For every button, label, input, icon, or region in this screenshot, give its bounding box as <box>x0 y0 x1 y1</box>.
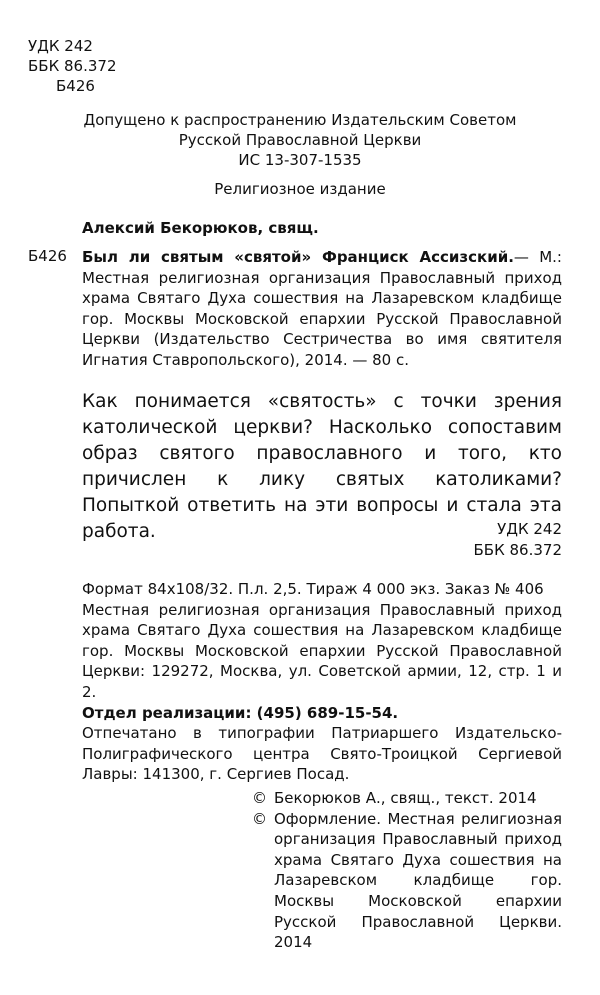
copyright-icon: © <box>252 789 267 807</box>
udk-code-bottom: УДК 242 <box>497 520 562 538</box>
classification-top <box>28 36 116 96</box>
bbk-code-bottom: ББК 86.372 <box>473 541 562 559</box>
imprint-details <box>82 579 562 785</box>
annotation: Как понимается «святость» с точки зрения католической церкви? Насколько сопоставим образ святого православного и того, кто причислен к лику святых католиками? Попыткой ответить на эти вопросы и стала эта работа. <box>82 391 562 542</box>
copyright-design-item <box>252 809 562 953</box>
book-title: Был ли святым «святой» Франциск Ассизский. <box>82 248 514 266</box>
approval-line-1: Допущено к распространению Издательским Советом <box>83 111 517 129</box>
approval-number: ИС 13-307-1535 <box>238 151 362 169</box>
approval-line-2: Русской Православной Церкви <box>178 131 422 149</box>
author-mark: Б426 <box>56 77 95 95</box>
copyright-icon: © <box>252 809 267 828</box>
copyright-design: Оформление. Местная религиозная организация Православный приход храма Святаго Духа сошествия на Лазаревском кладбище гор. Москвы Московской епархии Русской Православной Церкви. 2014 <box>274 809 562 952</box>
approval-block <box>0 110 600 170</box>
copyright-text-item <box>252 788 562 809</box>
author-name: Алексий Бекорюков, свящ. <box>82 219 319 237</box>
copyright-block <box>252 788 562 953</box>
publisher-info: Местная религиозная организация Православный приход храма Святаго Духа сошествия на Лазаревском кладбище гор. Москвы Московской епархии Русской Православной Церкви: 129272, Москва, ул. Советской армии, 12, стр. 1 и 2. <box>82 600 562 701</box>
catalog-code: Б426 <box>28 247 67 265</box>
bbk-code: ББК 86.372 <box>28 57 117 75</box>
format-line: Формат 84х108/32. П.л. 2,5. Тираж 4 000 экз. Заказ № 406 <box>82 580 544 598</box>
udk-code: УДК 242 <box>28 37 93 55</box>
copyright-text: Бекорюков А., свящ., текст. 2014 <box>274 789 537 807</box>
bibliographic-details: — М.: Местная религиозная организация Православный приход храма Святаго Духа сошествия на Лазаревском кладбище гор. Москвы Московской епархии Русской Православной Церкви (Издательство Сестричества во имя святителя Игнатия Ставропольского), 2014. — 80 с. <box>82 248 562 369</box>
sales-department: Отдел реализации: (495) 689-15-54. <box>82 703 399 722</box>
religious-edition-label: Религиозное издание <box>214 180 386 198</box>
printer-info: Отпечатано в типографии Патриаршего Издательско-Полиграфического центра Свято-Троицкой Сергиевой Лавры: 141300, г. Сергиев Посад. <box>82 724 562 784</box>
bibliographic-description <box>82 247 562 370</box>
classification-bottom <box>474 519 562 561</box>
